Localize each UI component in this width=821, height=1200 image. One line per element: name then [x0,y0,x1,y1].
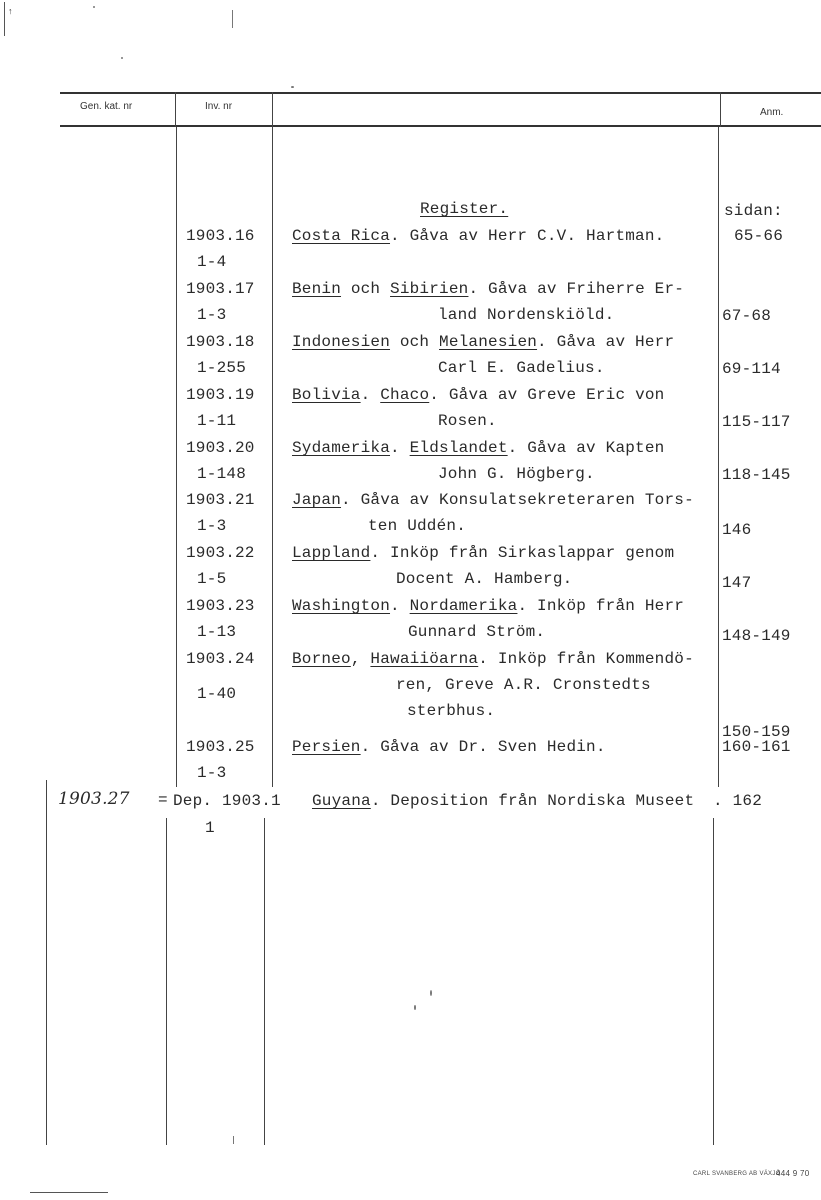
entry-description-line1 [292,543,674,563]
entry-description-line1 [292,438,664,458]
corner-mark [4,2,5,36]
col-divider-2-lower [264,818,265,1145]
entry-range: 1-11 [197,412,237,430]
entry-place: Benin [292,280,342,298]
col-gen-header: Gen. kat. nr [80,101,133,112]
entry-place: Persien [292,738,361,756]
entry-range: 1-4 [197,253,227,271]
entry-text: och [390,333,440,351]
entry-inv-number: 1903.22 [186,544,255,562]
last-entry-pages: . 162 [713,792,763,810]
equals-sign: = [158,791,168,809]
sidan-label: sidan: [724,202,783,220]
col-divider-1-lower [166,818,167,1145]
entry-place: Indonesien [292,333,391,351]
entry-inv-number: 1903.18 [186,333,255,351]
entry-place: Washington [292,597,391,615]
entry-text: , [350,650,371,668]
scan-speck [430,990,432,996]
entry-inv-number: 1903.23 [186,597,255,615]
last-entry-place: Guyana [312,792,371,810]
entry-pages: 150-159 [722,723,791,741]
scan-speck [93,6,95,8]
last-entry-inv: Dep. 1903.1 [173,792,281,810]
entry-place: Costa Rica [292,227,391,245]
col-anm-header: Anm. [760,107,784,118]
entry-place: Nordamerika [409,597,518,615]
entry-text: . Gåva av Herr [537,333,675,351]
entry-place: Chaco [380,386,430,404]
entry-range: 1-148 [197,465,247,483]
entry-text: och [341,280,391,298]
entry-description-line1 [292,332,674,352]
entry-text: . Gåva av Herr C.V. Hartman. [390,227,665,245]
entry-description-line2: ten Uddén. [368,517,467,535]
entry-description-line1 [292,385,665,405]
entry-description-line1 [292,279,684,299]
entry-inv-number: 1903.17 [186,280,255,298]
scan-speck [232,10,233,28]
entry-range: 1-40 [197,685,237,703]
entry-description-line2: ren, Greve A.R. Cronstedts [396,676,651,694]
entry-description-line1 [292,649,694,669]
entry-place: Lappland [292,544,371,562]
entry-pages: 115-117 [722,413,791,431]
entry-text: . Gåva av Kapten [507,439,665,457]
scan-speck [121,57,123,59]
entry-text: . [390,597,410,615]
entry-place: Sibirien [390,280,469,298]
last-entry-description [312,791,694,811]
entry-pages: 146 [722,521,752,539]
entry-inv-number: 1903.21 [186,491,255,509]
entry-place: Borneo [292,650,351,668]
entry-text: . Gåva av Greve Eric von [429,386,665,404]
entry-pages: 147 [722,574,752,592]
entry-place: Sydamerika [292,439,391,457]
entry-text: . Gåva av Konsulatsekreteraren Tors- [341,491,694,509]
entry-place: Eldslandet [409,439,508,457]
entry-text: . Inköp från Sirkaslappar genom [370,544,675,562]
entry-inv-number: 1903.25 [186,738,255,756]
corner-mark-glyph: ↑ [8,6,13,16]
entry-description-line2: land Nordenskiöld. [438,306,615,324]
entry-range: 1-3 [197,306,227,324]
entry-place: Melanesien [439,333,538,351]
scan-speck [233,1136,234,1144]
entry-place: Hawaiiöarna [370,650,479,668]
handwritten-gen-number: 1903.27 [58,789,130,809]
entry-pages: 67-68 [722,307,772,325]
entry-text: . Gåva av Friherre Er- [468,280,685,298]
footer-code: 444 9 70 [776,1169,810,1178]
entry-inv-number: 1903.16 [186,227,255,245]
entry-place: Bolivia [292,386,361,404]
entry-range: 1-3 [197,764,227,782]
col-divider-2 [272,127,273,787]
left-margin-line [46,780,47,1145]
entry-description-line3: sterbhus. [407,702,496,720]
footer-printer: CARL SVANBERG AB VÄXJÖ [693,1171,781,1177]
entry-pages: 118-145 [722,466,791,484]
entry-description-line1 [292,226,664,246]
entry-inv-number: 1903.24 [186,650,255,668]
col-divider-3 [718,127,719,787]
col-divider-2-header [272,92,273,127]
entry-text: . Inköp från Herr [517,597,685,615]
entry-description-line2: Gunnard Ström. [408,623,546,641]
scan-speck [414,1005,416,1010]
entry-text: . [390,439,410,457]
entry-description-line2: John G. Högberg. [438,465,595,483]
last-entry-range: 1 [205,819,215,837]
entry-pages: 160-161 [722,738,791,756]
entry-pages: 65-66 [734,227,784,245]
col-inv-header: Inv. nr [205,101,233,112]
entry-description-line1 [292,596,684,616]
col-divider-1 [176,127,177,787]
col-divider-3-lower [713,818,714,1145]
entry-place: Japan [292,491,342,509]
last-entry-text: . Deposition från Nordiska Museet [370,792,695,810]
entry-pages: 148-149 [722,627,791,645]
entry-range: 1-13 [197,623,237,641]
entry-description-line2: Rosen. [438,412,497,430]
entry-description-line2: Docent A. Hamberg. [396,570,573,588]
entry-description-line1 [292,490,694,510]
entry-description-line1 [292,737,606,757]
entry-range: 1-5 [197,570,227,588]
col-divider-1-header [175,92,176,127]
entry-description-line2: Carl E. Gadelius. [438,359,605,377]
entry-text: . Inköp från Kommendö- [478,650,694,668]
footer-rule [30,1192,108,1193]
entry-inv-number: 1903.20 [186,439,255,457]
entry-range: 1-255 [197,359,247,377]
col-divider-3-header [720,92,721,127]
register-title: Register. [420,200,509,218]
scan-speck [291,86,294,88]
entry-pages: 69-114 [722,360,781,378]
entry-inv-number: 1903.19 [186,386,255,404]
entry-text: . Gåva av Dr. Sven Hedin. [360,738,606,756]
entry-range: 1-3 [197,517,227,535]
entry-text: . [360,386,381,404]
